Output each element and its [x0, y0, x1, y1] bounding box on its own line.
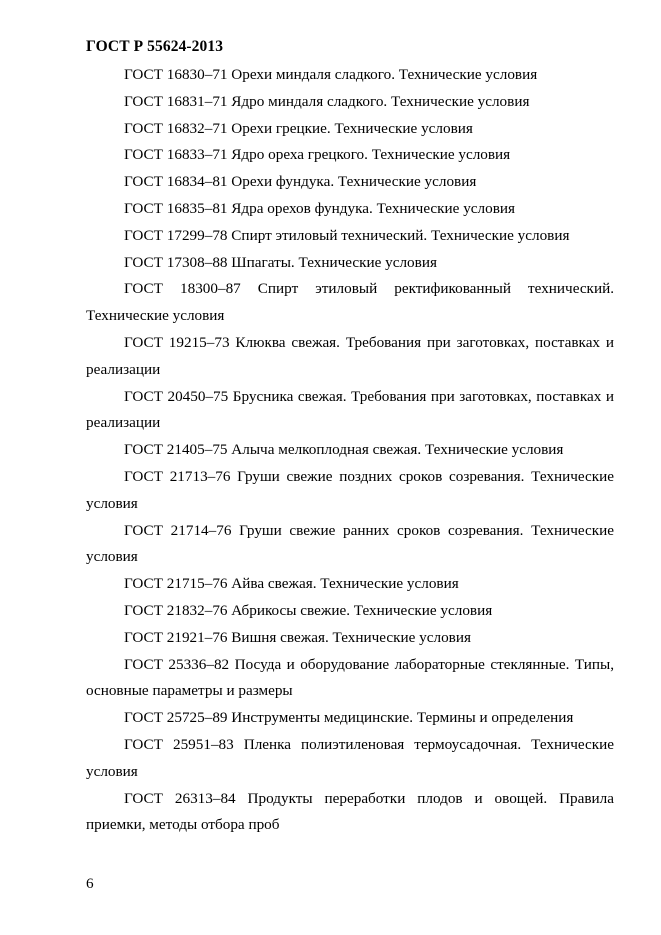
list-item: ГОСТ 21714–76 Груши свежие ранних сроков созревания. Технические условия	[86, 521, 614, 566]
list-item: ГОСТ 16835–81 Ядра орехов фундука. Технические условия	[124, 199, 516, 217]
list-item: ГОСТ 17299–78 Спирт этиловый технический. Технические условия	[124, 226, 570, 244]
list-item: ГОСТ 16833–71 Ядро ореха грецкого. Технические условия	[124, 146, 511, 164]
list-item: ГОСТ 19215–73 Клюква свежая. Требования при заготовках, поставках и реализации	[86, 333, 614, 378]
list-item: ГОСТ 16831–71 Ядро миндаля сладкого. Технические условия	[124, 92, 530, 110]
list-item: ГОСТ 21832–76 Абрикосы свежие. Технические условия	[124, 601, 493, 619]
list-item: ГОСТ 26313–84 Продукты переработки плодов и овощей. Правила приемки, методы отбора проб	[86, 789, 614, 834]
list-item: ГОСТ 16834–81 Орехи фундука. Технические условия	[124, 173, 477, 191]
list-item: ГОСТ 16832–71 Орехи грецкие. Технические условия	[124, 119, 473, 137]
standards-list	[86, 62, 614, 839]
list-item: ГОСТ 21921–76 Вишня свежая. Технические условия	[124, 628, 471, 646]
list-item: ГОСТ 18300–87 Спирт этиловый ректификованный технический. Технические условия	[86, 280, 614, 325]
list-item: ГОСТ 21715–76 Айва свежая. Технические условия	[124, 575, 459, 593]
list-item: ГОСТ 21713–76 Груши свежие поздних сроков созревания. Технические условия	[86, 467, 614, 512]
list-item: ГОСТ 16830–71 Орехи миндаля сладкого. Технические условия	[124, 66, 538, 83]
list-item: ГОСТ 25336–82 Посуда и оборудование лабораторные стеклянные. Типы, основные параметры и размеры	[86, 655, 614, 700]
list-item: ГОСТ 21405–75 Алыча мелкоплодная свежая. Технические условия	[124, 441, 564, 459]
list-item: ГОСТ 17308–88 Шпагаты. Технические условия	[124, 253, 437, 271]
page-number: 6	[86, 875, 94, 892]
list-item: ГОСТ 20450–75 Брусника свежая. Требования при заготовках, поставках и реализации	[86, 387, 614, 432]
list-item: ГОСТ 25951–83 Пленка полиэтиленовая термоусадочная. Технические условия	[86, 735, 614, 780]
list-item: ГОСТ 25725–89 Инструменты медицинские. Термины и определения	[124, 709, 574, 727]
document-header: ГОСТ Р 55624-2013	[86, 38, 224, 55]
